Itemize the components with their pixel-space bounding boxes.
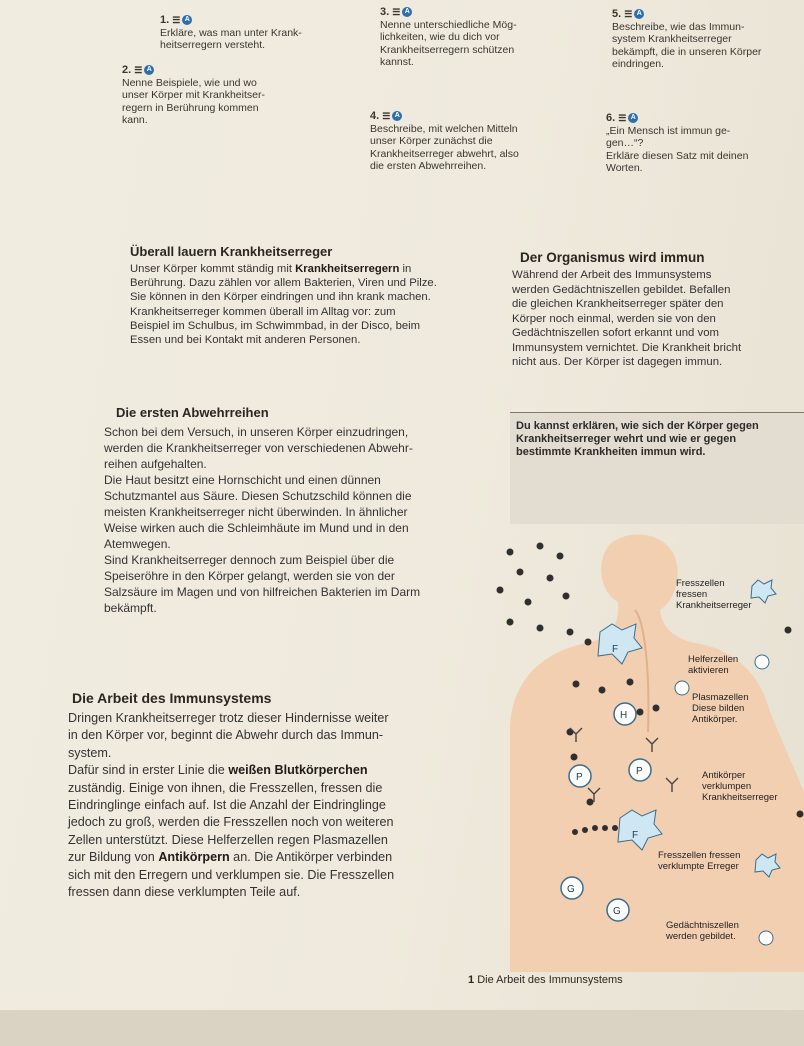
list-icon: ☰ bbox=[172, 15, 180, 25]
text-run: reihen aufgehalten. bbox=[104, 457, 207, 471]
text-run: Körper noch einmal, werden sie von den bbox=[512, 312, 716, 325]
text-run: system. bbox=[68, 745, 112, 760]
task-number: 4. bbox=[370, 110, 380, 122]
label-line: Krankheitserreger bbox=[702, 792, 778, 803]
text-run: Speiseröhre in den Körper gelangt, werden sie von der bbox=[104, 569, 395, 583]
text-run: werden die Krankheitserreger von verschiedenen Abwehr- bbox=[104, 441, 413, 455]
label-line: verklumpen bbox=[702, 781, 752, 792]
task-line: eindringen. bbox=[612, 58, 664, 70]
section-paragraph bbox=[68, 710, 468, 901]
svg-text:F: F bbox=[612, 644, 619, 655]
body-illustration bbox=[470, 532, 804, 972]
label-line: Helferzellen bbox=[688, 654, 739, 665]
plasma-cell-2 bbox=[629, 759, 651, 781]
text-run: in den Körper vor, beginnt die Abwehr durch das Immun- bbox=[68, 728, 384, 743]
list-icon: ☰ bbox=[618, 113, 626, 123]
task-line: lichkeiten, wie du dich vor bbox=[380, 31, 500, 43]
svg-text:G: G bbox=[613, 906, 621, 917]
task-line: Nenne Beispiele, wie und wo bbox=[122, 76, 257, 89]
label-line: Gedächtniszellen bbox=[666, 920, 739, 931]
label-line: Plasmazellen bbox=[692, 692, 749, 703]
label-line: fressen bbox=[676, 589, 708, 600]
task-5 bbox=[612, 8, 800, 71]
label-line: Antikörper bbox=[702, 770, 746, 781]
label-line: Fresszellen bbox=[676, 578, 725, 589]
text-run: Zellen unterstützt. Diese Helferzellen regen Plasmazellen bbox=[68, 832, 388, 847]
label-helferzellen bbox=[688, 654, 738, 676]
task-line: Erkläre diesen Satz mit deinen bbox=[606, 149, 749, 162]
text-run: sich mit den Erregern und verklumpen sie. Die Fresszellen bbox=[68, 867, 395, 882]
label-line: Fresszellen fressen bbox=[658, 850, 741, 861]
info-icon: A bbox=[182, 15, 192, 25]
task-number: 6. bbox=[606, 112, 616, 124]
task-line: die ersten Abwehrreihen. bbox=[370, 160, 487, 172]
text-run: Krankheitserreger wehrt und wie er gegen bbox=[516, 433, 737, 445]
task-line: bekämpft, die in unseren Körper bbox=[612, 45, 762, 58]
task-line: Beschreibe, mit welchen Mitteln bbox=[370, 122, 518, 135]
text-run: Immunsystem vernichtet. Die Krankheit bricht bbox=[512, 341, 742, 354]
text-run: Sie können in den Körper eindringen und ihn krank machen. bbox=[130, 291, 431, 304]
label-line: werden gebildet. bbox=[666, 931, 736, 942]
keyword: Krankheitserregern bbox=[295, 263, 400, 275]
section-heading: Überall lauern Krankheitserreger bbox=[130, 244, 333, 259]
text-run: Du kannst erklären, wie sich der Körper gegen bbox=[516, 420, 759, 432]
text-run: Beispiel im Schulbus, im Schwimmbad, in der Disco, beim bbox=[130, 319, 421, 332]
task-line: Worten. bbox=[606, 162, 643, 174]
list-icon: ☰ bbox=[134, 65, 142, 75]
task-4 bbox=[370, 110, 590, 173]
label-line: verklumpte Erreger bbox=[658, 861, 739, 872]
caption-text: Die Arbeit des Immunsystems bbox=[477, 974, 623, 986]
task-line: unser Körper mit Krankheitser- bbox=[122, 89, 265, 101]
text-run: Essen und bei Kontakt mit anderen Personen. bbox=[130, 334, 361, 347]
text-run: Die Haut besitzt eine Hornschicht und einen dünnen bbox=[104, 473, 381, 487]
task-6 bbox=[606, 112, 800, 175]
task-line: kann. bbox=[122, 114, 148, 126]
keyword: weißen Blutkörperchen bbox=[228, 763, 368, 778]
info-icon: A bbox=[402, 7, 412, 17]
task-line: heitserregern versteht. bbox=[160, 39, 266, 51]
task-number: 5. bbox=[612, 8, 622, 20]
memory-cell-1 bbox=[561, 877, 583, 899]
task-number: 1. bbox=[160, 14, 170, 26]
label-fresszellen-verklumpt bbox=[658, 850, 740, 872]
text-run: Sind Krankheitserreger dennoch zum Beispiel über die bbox=[104, 553, 395, 567]
text-run: meisten Krankheitserreger nicht überwinden. In ähnlicher bbox=[104, 505, 408, 519]
helper-cell bbox=[614, 703, 636, 725]
label-line: Antikörper. bbox=[692, 714, 738, 725]
info-icon: A bbox=[144, 65, 154, 75]
task-1 bbox=[160, 14, 370, 52]
section-paragraph bbox=[130, 262, 510, 347]
list-icon: ☰ bbox=[382, 111, 390, 121]
body-silhouette bbox=[510, 534, 804, 972]
label-line: aktivieren bbox=[688, 665, 729, 676]
divider bbox=[510, 412, 804, 413]
text-run: Schon bei dem Versuch, in unseren Körper einzudringen, bbox=[104, 425, 409, 439]
task-number: 2. bbox=[122, 64, 132, 76]
info-icon: A bbox=[392, 111, 402, 121]
section-paragraph bbox=[104, 424, 504, 616]
text-run: jedoch zu groß, werden die Fresszellen noch von weiteren bbox=[68, 815, 394, 830]
text-run: die gleichen Krankheitserreger später den bbox=[512, 298, 724, 310]
text-run: Atemwegen. bbox=[104, 537, 171, 551]
text-run: Während der Arbeit des Immunsystems bbox=[512, 269, 712, 281]
text-run: an. Die Antikörper verbinden bbox=[229, 850, 393, 865]
task-line: unser Körper zunächst die bbox=[370, 135, 493, 147]
task-line: Erkläre, was man unter Krank- bbox=[160, 26, 302, 39]
text-run: in bbox=[399, 263, 412, 275]
text-run: Unser Körper kommt ständig mit bbox=[130, 263, 296, 275]
svg-text:H: H bbox=[620, 710, 628, 721]
immune-system-figure bbox=[470, 532, 804, 972]
text-run: bestimmte Krankheiten immun wird. bbox=[516, 446, 706, 458]
svg-text:F: F bbox=[632, 830, 639, 841]
task-line: regern in Berührung kommen bbox=[122, 101, 259, 114]
text-run: nicht aus. Der Körper ist dagegen immun. bbox=[512, 356, 723, 368]
task-line: Beschreibe, wie das Immun- bbox=[612, 20, 745, 33]
svg-text:G: G bbox=[567, 884, 575, 895]
task-line: Nenne unterschiedliche Mög- bbox=[380, 18, 517, 31]
label-line: Diese bilden bbox=[692, 703, 745, 714]
text-run: Krankheitserreger kommen überall im Alltag vor: zum bbox=[130, 305, 396, 318]
summary-box bbox=[510, 412, 804, 524]
section-paragraph bbox=[512, 268, 802, 370]
task-2 bbox=[122, 64, 332, 127]
label-plasmazellen bbox=[692, 692, 749, 725]
memory-cell-2 bbox=[607, 899, 629, 921]
text-run: Schutzmantel aus Säure. Diesen Schutzschild können die bbox=[104, 489, 412, 503]
section-heading: Die ersten Abwehrreihen bbox=[116, 405, 269, 420]
text-run: Weise wirken auch die Schleimhäute im Mund und in den bbox=[104, 521, 409, 535]
task-line: „Ein Mensch ist immun ge- bbox=[606, 124, 731, 137]
keyword: Antikörpern bbox=[158, 850, 230, 865]
plasma-cell-1 bbox=[569, 765, 591, 787]
text-run: zuständig. Einige von ihnen, die Fresszellen, fressen die bbox=[68, 780, 383, 795]
text-run: bekämpft. bbox=[104, 601, 157, 615]
label-antikoerper bbox=[702, 770, 778, 803]
task-line: gen…“? bbox=[606, 137, 644, 149]
info-icon: A bbox=[634, 9, 644, 19]
text-run: Berührung. Dazu zählen vor allem Bakterien, Viren und Pilze. bbox=[130, 277, 437, 290]
text-run: werden Gedächtniszellen gebildet. Befallen bbox=[512, 283, 731, 296]
text-run: Salzsäure im Magen und von hilfreichen Bakterien im Darm bbox=[104, 585, 421, 599]
text-run: Gedächtniszellen sofort erkannt und vom bbox=[512, 327, 720, 339]
text-run: fressen dann diese verklumpten Teile auf. bbox=[68, 885, 301, 900]
task-line: Krankheitserregern schützen bbox=[380, 43, 515, 56]
text-run: Eindringlinge einfach auf. Ist die Anzahl der Eindringlinge bbox=[68, 798, 386, 813]
caption-number: 1 bbox=[468, 974, 475, 986]
info-icon: A bbox=[628, 113, 638, 123]
list-icon: ☰ bbox=[392, 7, 400, 17]
svg-text:P: P bbox=[576, 772, 583, 783]
label-fresszellen bbox=[676, 578, 752, 611]
task-3 bbox=[380, 6, 590, 69]
task-line: Krankheitserreger abwehrt, also bbox=[370, 147, 519, 160]
text-run: zur Bildung von bbox=[68, 850, 159, 865]
label-gedaechtniszellen bbox=[666, 920, 739, 942]
task-line: system Krankheitserreger bbox=[612, 33, 732, 45]
section-heading: Die Arbeit des Immunsystems bbox=[72, 690, 272, 706]
label-line: Krankheitserreger bbox=[676, 600, 752, 611]
figure-caption bbox=[468, 974, 623, 986]
page-bottom-edge bbox=[0, 1010, 804, 1046]
list-icon: ☰ bbox=[624, 9, 632, 19]
task-number: 3. bbox=[380, 6, 390, 18]
summary-text bbox=[516, 420, 800, 459]
task-line: kannst. bbox=[380, 56, 414, 68]
text-run: Dringen Krankheitserreger trotz dieser Hindernisse weiter bbox=[68, 711, 389, 725]
section-heading: Der Organismus wird immun bbox=[520, 250, 705, 265]
svg-text:P: P bbox=[636, 766, 643, 777]
text-run: Dafür sind in erster Linie die bbox=[68, 763, 229, 778]
